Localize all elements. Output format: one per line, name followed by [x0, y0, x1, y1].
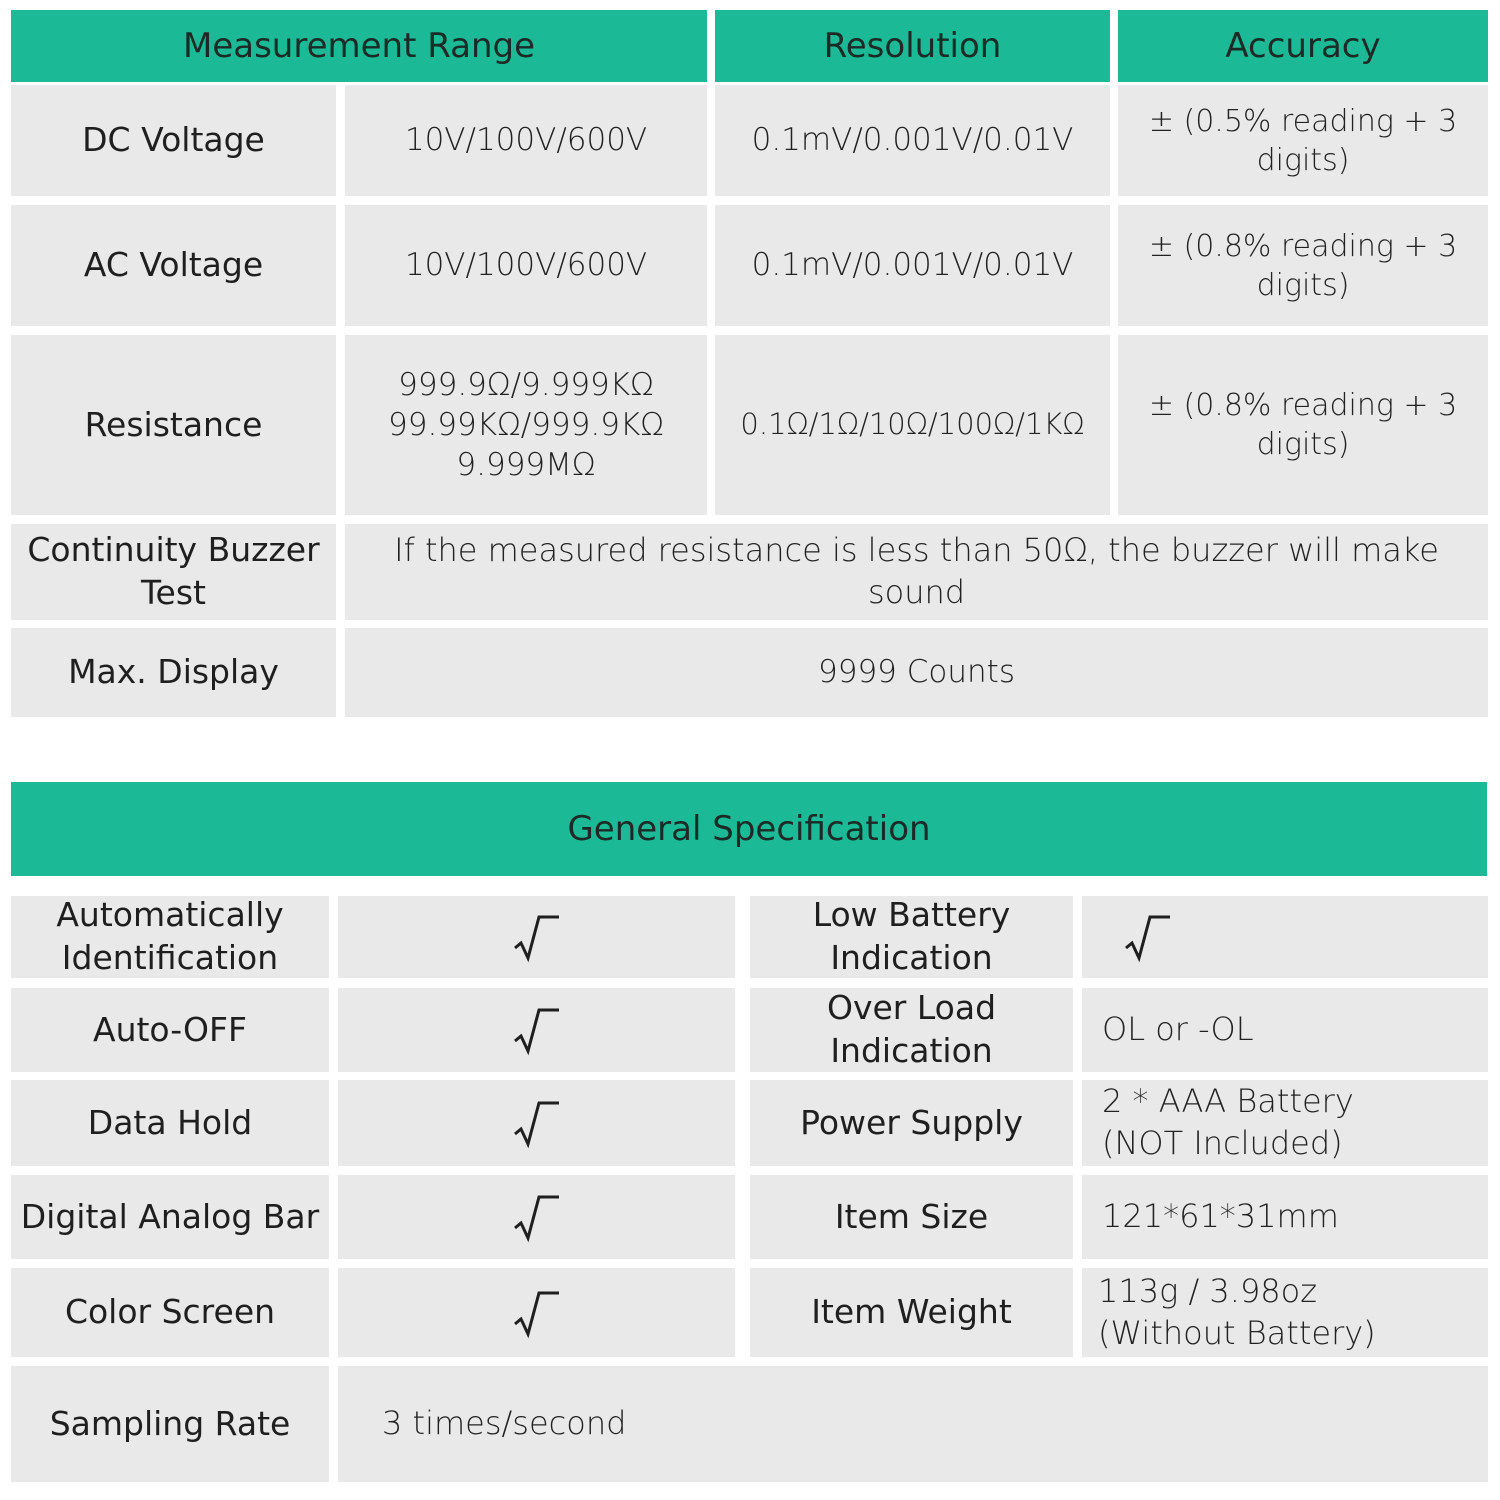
- automatically-identification-value: [338, 896, 735, 978]
- check-mark-icon: [511, 1097, 563, 1149]
- resistance-range-line: 999.9Ω/9.999KΩ: [398, 366, 654, 403]
- check-mark-icon: [1122, 911, 1174, 963]
- header-accuracy: Accuracy: [1118, 10, 1488, 82]
- row-label-max-display: Max. Display: [11, 628, 336, 717]
- spec-label-low-battery-indication: [750, 896, 1073, 978]
- digital-analog-bar-value: [338, 1175, 735, 1259]
- spec-label-item-weight: Item Weight: [750, 1268, 1073, 1357]
- spec-label-line: Over Load: [826, 988, 997, 1028]
- spec-value-line: (Without Battery): [1098, 1313, 1376, 1352]
- spec-label-sampling-rate: Sampling Rate: [11, 1366, 329, 1482]
- spec-label-item-size: Item Size: [750, 1175, 1073, 1259]
- auto-off-value: [338, 988, 735, 1072]
- sampling-rate-value: 3 times/second: [338, 1366, 1488, 1482]
- dc-voltage-accuracy: ± (0.5% reading + 3 digits): [1118, 85, 1488, 196]
- dc-voltage-resolution: 0.1mV/0.001V/0.01V: [715, 85, 1110, 196]
- row-label-dc-voltage: DC Voltage: [11, 85, 336, 196]
- check-mark-icon: [511, 1191, 563, 1243]
- color-screen-value: [338, 1268, 735, 1357]
- check-mark-icon: [511, 1287, 563, 1339]
- ac-voltage-resolution: 0.1mV/0.001V/0.01V: [715, 205, 1110, 326]
- check-mark-icon: [511, 911, 563, 963]
- spec-label-line: Indication: [830, 1031, 993, 1070]
- header-resolution: Resolution: [715, 10, 1110, 82]
- spec-value-line: (NOT Included): [1102, 1124, 1343, 1162]
- spec-label-data-hold: Data Hold: [11, 1080, 329, 1166]
- general-spec-title: General Specification: [11, 782, 1487, 876]
- resistance-range: [345, 335, 707, 515]
- ac-voltage-accuracy: ± (0.8% reading + 3 digits): [1118, 205, 1488, 326]
- spec-label-line: Identification: [61, 938, 279, 977]
- row-label-resistance: Resistance: [11, 335, 336, 515]
- continuity-description: If the measured resistance is less than 50Ω, the buzzer will make sound: [345, 524, 1488, 620]
- continuity-label-line: Continuity Buzzer: [27, 530, 320, 570]
- spec-label-automatically-identification: [11, 896, 329, 978]
- spec-value-line: 2 * AAA Battery: [1102, 1082, 1354, 1121]
- item-size-value: 121*61*31mm: [1082, 1175, 1488, 1259]
- row-label-continuity-buzzer-test: [11, 524, 336, 620]
- spec-label-over-load-indication: [750, 988, 1073, 1072]
- spec-label-power-supply: Power Supply: [750, 1080, 1073, 1166]
- spec-label-auto-off: Auto-OFF: [11, 988, 329, 1072]
- continuity-label-line: Test: [141, 573, 206, 612]
- dc-voltage-range: 10V/100V/600V: [345, 85, 707, 196]
- resistance-resolution: 0.1Ω/1Ω/10Ω/100Ω/1KΩ: [715, 335, 1110, 515]
- spec-value-line: 113g / 3.98oz: [1098, 1271, 1318, 1310]
- resistance-range-line: 9.999MΩ: [456, 447, 596, 484]
- row-label-ac-voltage: AC Voltage: [11, 205, 336, 326]
- ac-voltage-range: 10V/100V/600V: [345, 205, 707, 326]
- resistance-range-line: 99.99KΩ/999.9KΩ: [388, 406, 664, 443]
- low-battery-indication-value: [1082, 896, 1488, 978]
- spec-label-digital-analog-bar: Digital Analog Bar: [11, 1175, 329, 1259]
- spec-label-line: Indication: [830, 938, 993, 977]
- data-hold-value: [338, 1080, 735, 1166]
- spec-label-line: Low Battery: [812, 895, 1011, 935]
- over-load-indication-value: OL or -OL: [1082, 988, 1488, 1072]
- max-display-value: 9999 Counts: [345, 628, 1488, 717]
- check-mark-icon: [511, 1004, 563, 1056]
- resistance-accuracy: ± (0.8% reading + 3 digits): [1118, 335, 1488, 515]
- item-weight-value: [1082, 1268, 1488, 1357]
- spec-label-color-screen: Color Screen: [11, 1268, 329, 1357]
- spec-label-line: Automatically: [56, 895, 284, 935]
- power-supply-value: [1082, 1080, 1488, 1166]
- header-measurement-range: Measurement Range: [11, 10, 707, 82]
